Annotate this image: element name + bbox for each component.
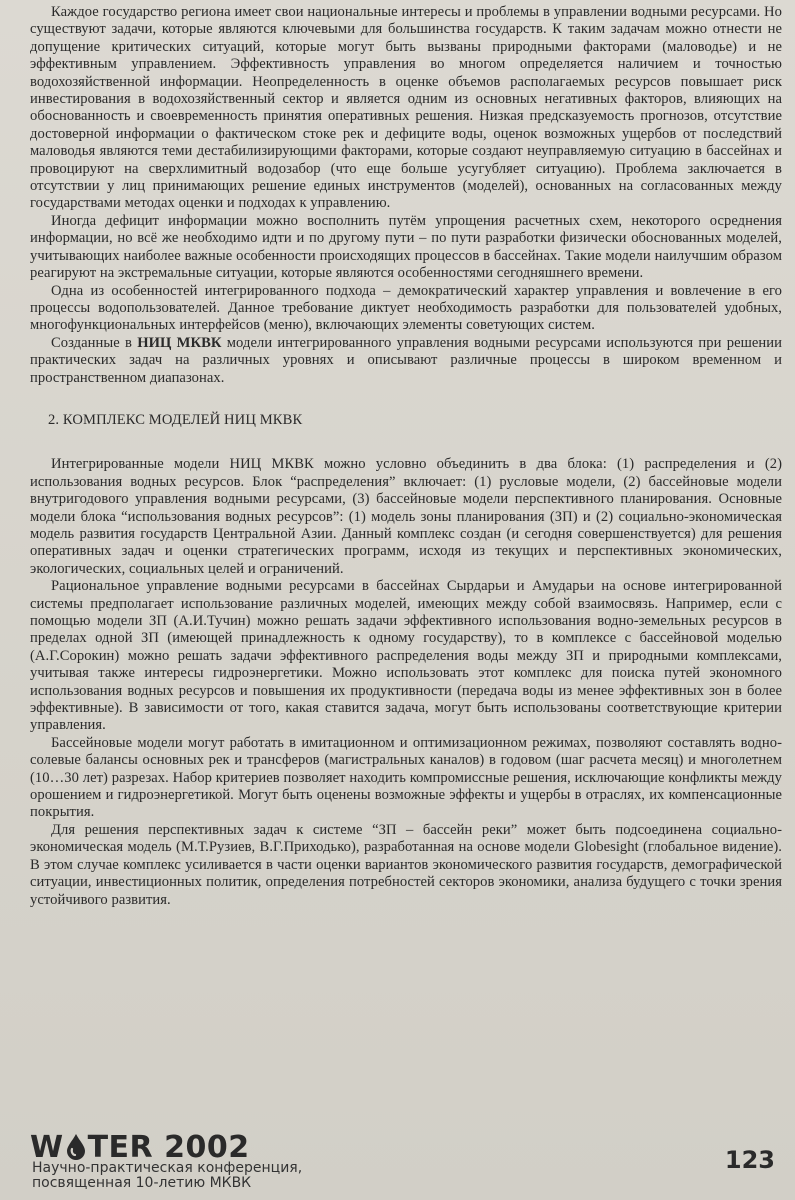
water-2002-logo [30,1130,250,1164]
conference-subtitle [32,1161,302,1191]
logo-letter-w: W [30,1129,64,1165]
paragraph-2: Иногда дефицит информации можно восполнить путём упрощения расчетных схем, некоторого осреднения информации, но всё же необходимо идти и по другому пути – по пути разработки физически обоснованных моделей, учитывающих наиболее важные особенности происходящих процессов в бассейнах. Такие модели наилучшим образом реагируют на экстремальные ситуации, которые являются особенностями сегодняшнего времени. [30,212,782,282]
paragraph-3: Одна из особенностей интегрированного подхода – демократический характер управления и вовлечение в его процессы водопользователей. Данное требование диктует необходимость разработки для пользователей удобных, многофункциональных интерфейсов (меню), включающих элементы советующих систем. [30,282,782,334]
section-heading: 2. КОМПЛЕКС МОДЕЛЕЙ НИЦ МКВК [48,411,303,428]
subtitle-line-1: Научно-практическая конференция, [32,1160,303,1176]
page-footer [30,1128,775,1192]
paragraph-7: Бассейновые модели могут работать в имитационном и оптимизационном режимах, позволяют составлять водно-солевые балансы основных рек и трансферов (магистральных каналов) в годовом (шаг расчета месяц) и многолетнем (10…30 лет) разрезах. Набор критериев позволяет находить компромиссные решения, исключающие конфликты между орошением и гидроэнергетикой. Могут быть оценены возможные эффекты и ущербы в отраслях, их компенсационные покрытия. [30,734,782,821]
subtitle-line-2: посвященная 10-летию МКВК [32,1175,252,1191]
paragraph-5: Интегрированные модели НИЦ МКВК можно условно объединить в два блока: (1) распределения и (2) использования водных ресурсов. Блок “распределения” включает: (1) русловые модели, (2) бассейновые модели внутригодового управления водными ресурсами, (3) бассейновые модели перспективного планирования. Основные модели блока “использования водных ресурсов”: (1) модель зоны планирования (ЗП) и (2) социально-экономическая модель развития государств Центральной Азии. Данный комплекс создан (и сегодня совершенствуется) для решения оперативных задач и оценки стратегических программ, исходя из текущих и перспективных экономических, экологических, социальных целей и ограничений. [30,456,782,577]
logo-letters-ter-2002: TER 2002 [87,1129,250,1165]
paragraph-4-org: НИЦ МКВК [137,334,222,351]
paragraph-4-suffix: модели интегрированного управления водными ресурсами используются при решении практических задач на различных уровнях и описывают различные процессы в широком временном и пространственном диапазонах. [30,334,783,386]
paragraph-8: Для решения перспективных задач к системе “ЗП – бассейн реки” может быть подсоединена социально-экономическая модель (М.Т.Рузиев, В.Г.Приходько), разработанная на основе модели Globesight (глобальное видение). В этом случае комплекс усиливается в части оценки вариантов экономического развития государств, демографической ситуации, инвестиционных политик, определения потребностей секторов экономики, анализа будущего с точки зрения устойчивого развития. [30,821,782,908]
page-number: 123 [724,1146,775,1174]
paragraph-4 [30,335,782,387]
paragraph-6: Рациональное управление водными ресурсами в бассейнах Сырдарьи и Амударьи на основе интегрированной системы предполагает использование различных моделей, имеющих между собой взаимосвязь. Например, если с помощью модели ЗП (А.И.Тучин) можно решать задачи эффективного использования водно-земельных ресурсов в пределах одной ЗП (имеющей принадлежность к одному государству), то в комплексе с бассейновой моделью (А.Г.Сорокин) можно решать задачи эффективного распределения воды между ЗП и природными комплексами, учитывая также интересы гидроэнергетики. Можно использовать этот комплекс для поиска путей экономного использования водных ресурсов и повышения их продуктивности (передача воды из менее эффективных зон в более эффективные). В зависимости от того, какая ставится задача, могут быть использованы соответствующие критерии управления. [30,578,782,734]
paragraph-4-prefix: Созданные в [51,334,138,351]
water-drop-icon [65,1133,87,1161]
article-body [30,4,782,909]
paragraph-1: Каждое государство региона имеет свои национальные интересы и проблемы в управлении водными ресурсами. Но существуют задачи, которые являются ключевыми для большинства государств. К таким задачам можно отнести не допущение критических ситуаций, которые могут быть вызваны природными факторами (маловодье) и не эффективным управлением. Эффективность управления во многом определяется наличием и точностью водохозяйственной информации. Неопределенность в оценке объемов располагаемых ресурсов повышает риск инвестирования в водохозяйственный сектор и является одним из основных негативных факторов, влияющих на обоснованность и своевременность принятия оперативных решения. Низкая предсказуемость прогнозов, отсутствие достоверной информации о фактическом стоке рек и дефиците воды, оценок возможных ущербов от последствий маловодья являются теми дестабилизирующими факторами, которые создают неуправляемую ситуацию в бассейнах и провоцируют на сверхлимитный водозабор (что еще больше усугубляет ситуацию). Проблема заключается в отсутствии у лиц принимающих решение единых инструментов (моделей), основанных на согласованных между государствами методах оценки и подходах к управлению. [30,4,782,212]
